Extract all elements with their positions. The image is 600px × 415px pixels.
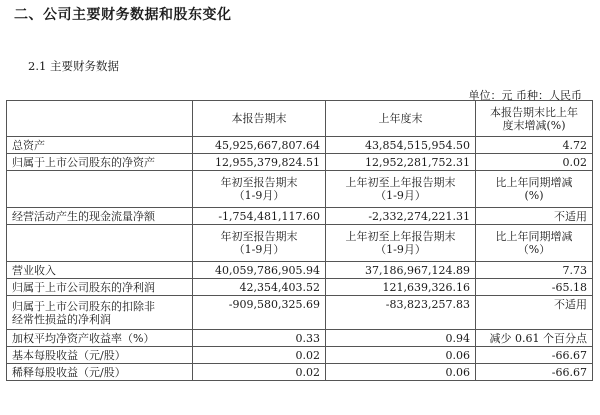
row-label: 营业收入: [7, 262, 193, 279]
prior-value: 0.94: [326, 330, 476, 347]
header-prior-ytd: [326, 225, 476, 262]
header-prior-ytd-line2: （1-9月）: [375, 243, 426, 256]
header-blank-cell: [7, 225, 193, 262]
row-label: 加权平均净资产收益率（%）: [7, 330, 193, 347]
row-label: 稀释每股收益（元/股）: [7, 364, 193, 381]
row-label: 归属于上市公司股东的净资产: [7, 154, 193, 171]
header-yoy-line2: （%）: [517, 243, 551, 256]
prior-value: 12,952,281,752.31: [326, 154, 476, 171]
current-value: 40,059,786,905.94: [193, 262, 326, 279]
subsection-title: 2.1 主要财务数据: [28, 59, 119, 73]
current-value: 42,354,403.52: [193, 279, 326, 296]
header-yoy-line1: 比上年同期增减: [495, 230, 573, 243]
change-value: 4.72: [476, 137, 593, 154]
financial-data-table: [6, 100, 593, 381]
prior-value: -83,823,257.83: [326, 296, 476, 330]
header-blank-cell: [7, 171, 193, 208]
section-title: 二、公司主要财务数据和股东变化: [14, 7, 232, 23]
current-value: 45,925,667,807.64: [193, 137, 326, 154]
header-ytd: [193, 225, 326, 262]
change-value: -65.18: [476, 279, 593, 296]
header-yoy-change: [476, 225, 593, 262]
header-row-ytd-income: [7, 225, 593, 262]
row-label-line2: 经常性损益的净利润: [12, 312, 111, 326]
header-prior-ytd-line1: 上年初至上年报告期末: [345, 176, 456, 189]
row-label: 基本每股收益（元/股）: [7, 347, 193, 364]
current-value: 0.33: [193, 330, 326, 347]
header-row-ytd: [7, 171, 593, 208]
row-label: 经营活动产生的现金流量净额: [7, 208, 193, 225]
current-value: -1,754,481,117.60: [193, 208, 326, 225]
header-ytd-line1: 年初至报告期末: [220, 176, 298, 189]
header-ytd-line2: （1-9月）: [233, 243, 285, 256]
current-value: 12,955,379,824.51: [193, 154, 326, 171]
change-value: 0.02: [476, 154, 593, 171]
header-yoy-line2: (%): [524, 189, 544, 202]
header-prior-ytd-line1: 上年初至上年报告期末: [345, 230, 456, 243]
header-ytd-line2: （1-9月）: [233, 189, 285, 202]
current-value: 0.02: [193, 347, 326, 364]
row-label: 归属于上市公司股东的净利润: [7, 279, 193, 296]
prior-value: 0.06: [326, 347, 476, 364]
header-row-period-end: [7, 101, 593, 137]
table-row: [7, 279, 593, 296]
change-value: -66.67: [476, 347, 593, 364]
current-value: 0.02: [193, 364, 326, 381]
table-row: [7, 137, 593, 154]
change-value: 7.73: [476, 262, 593, 279]
header-change-line1: 本报告期末比上年: [490, 105, 578, 119]
row-label: 总资产: [7, 137, 193, 154]
prior-value: 121,639,326.16: [326, 279, 476, 296]
table-row: [7, 154, 593, 171]
header-ytd: [193, 171, 326, 208]
header-yoy-line1: 比上年同期增减: [495, 176, 573, 189]
header-change-pct: [476, 101, 593, 137]
table-row: [7, 296, 593, 330]
row-label-line1: 归属于上市公司股东的扣除非: [12, 299, 155, 313]
change-value: 不适用: [476, 208, 593, 225]
prior-value: 43,854,515,954.50: [326, 137, 476, 154]
unit-currency-line: 单位：元 币种：人民币: [468, 89, 582, 102]
header-prior-year-end: 上年度末: [326, 101, 476, 137]
change-value: 不适用: [476, 296, 593, 330]
prior-value: 0.06: [326, 364, 476, 381]
current-value: -909,580,325.69: [193, 296, 326, 330]
row-label: [7, 296, 193, 330]
table-row: [7, 208, 593, 225]
table-row: [7, 330, 593, 347]
change-value: 减少 0.61 个百分点: [476, 330, 593, 347]
table-row: [7, 262, 593, 279]
prior-value: -2,332,274,221.31: [326, 208, 476, 225]
header-prior-ytd-line2: （1-9月）: [375, 189, 426, 202]
header-ytd-line1: 年初至报告期末: [220, 230, 298, 243]
header-prior-ytd: [326, 171, 476, 208]
change-value: -66.67: [476, 364, 593, 381]
header-blank-cell: [7, 101, 193, 137]
header-change-line2: 度末增减(%): [502, 118, 566, 132]
table-row: [7, 347, 593, 364]
header-current-period-end: 本报告期末: [193, 101, 326, 137]
prior-value: 37,186,967,124.89: [326, 262, 476, 279]
header-yoy-change: [476, 171, 593, 208]
table-row: [7, 364, 593, 381]
